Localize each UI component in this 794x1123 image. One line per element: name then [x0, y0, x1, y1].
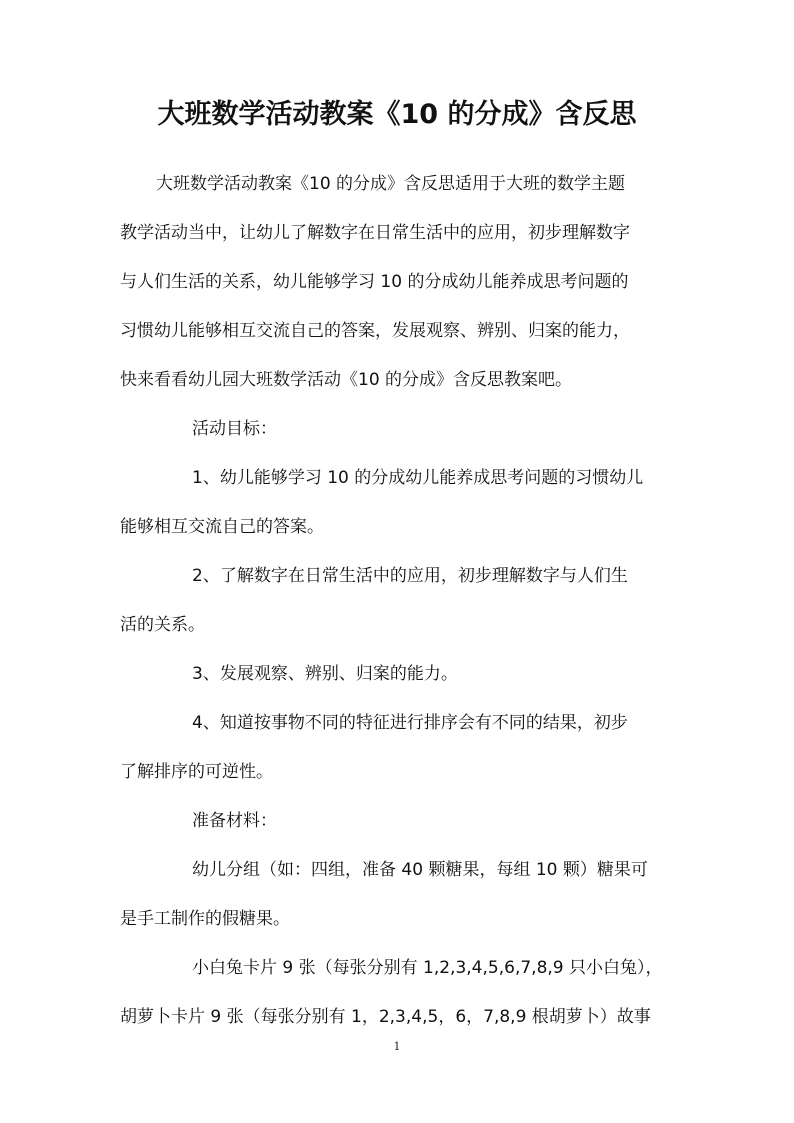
materials-item: [120, 846, 674, 944]
text-line: 教学活动当中，让幼儿了解数字在日常生活中的应用，初步理解数字: [120, 223, 630, 243]
text-line: 与人们生活的关系，幼儿能够学习 10 的分成幼儿能养成思考问题的: [120, 272, 629, 292]
goal-item: [120, 699, 674, 797]
text-line: 准备材料：: [192, 811, 277, 831]
text-line: 快来看看幼儿园大班数学活动《10 的分成》含反思教案吧。: [120, 370, 573, 390]
goals-heading: [120, 405, 674, 454]
materials-heading: [120, 797, 674, 846]
text-line: 4、知道按事物不同的特征进行排序会有不同的结果，初步: [192, 713, 628, 733]
text-line: 大班数学活动教案《10 的分成》含反思适用于大班的数学主题: [156, 174, 626, 194]
text-line: 能够相互交流自己的答案。: [120, 517, 324, 537]
materials-item: [120, 944, 674, 1042]
page-number: 1: [393, 1040, 401, 1053]
text-line: 活动目标：: [192, 419, 277, 439]
text-line: 1、幼儿能够学习 10 的分成幼儿能养成思考问题的习惯幼儿: [192, 468, 644, 488]
text-line: 幼儿分组（如：四组，准备 40 颗糖果，每组 10 颗）糖果可: [192, 860, 648, 880]
document-title: 大班数学活动教案《10 的分成》含反思: [157, 99, 637, 130]
text-line: 习惯幼儿能够相互交流自己的答案，发展观察、辨别、归案的能力，: [120, 321, 630, 341]
text-line: 活的关系。: [120, 615, 205, 635]
text-line: 是手工制作的假糖果。: [120, 909, 290, 929]
text-line: 胡萝卜卡片 9 张（每张分别有 1，2,3,4,5，6，7,8,9 根胡萝卜）故事: [120, 1007, 651, 1027]
text-line: 2、了解数字在日常生活中的应用，初步理解数字与人们生: [192, 566, 628, 586]
document-body: [120, 160, 674, 1042]
goal-item: [120, 650, 674, 699]
intro-paragraph: [120, 160, 674, 405]
goal-item: [120, 454, 674, 552]
text-line: 3、发展观察、辨别、归案的能力。: [192, 664, 458, 684]
text-line: 小白兔卡片 9 张（每张分别有 1,2,3,4,5,6,7,8,9 只小白兔），: [192, 958, 663, 978]
goal-item: [120, 552, 674, 650]
text-line: 了解排序的可逆性。: [120, 762, 273, 782]
